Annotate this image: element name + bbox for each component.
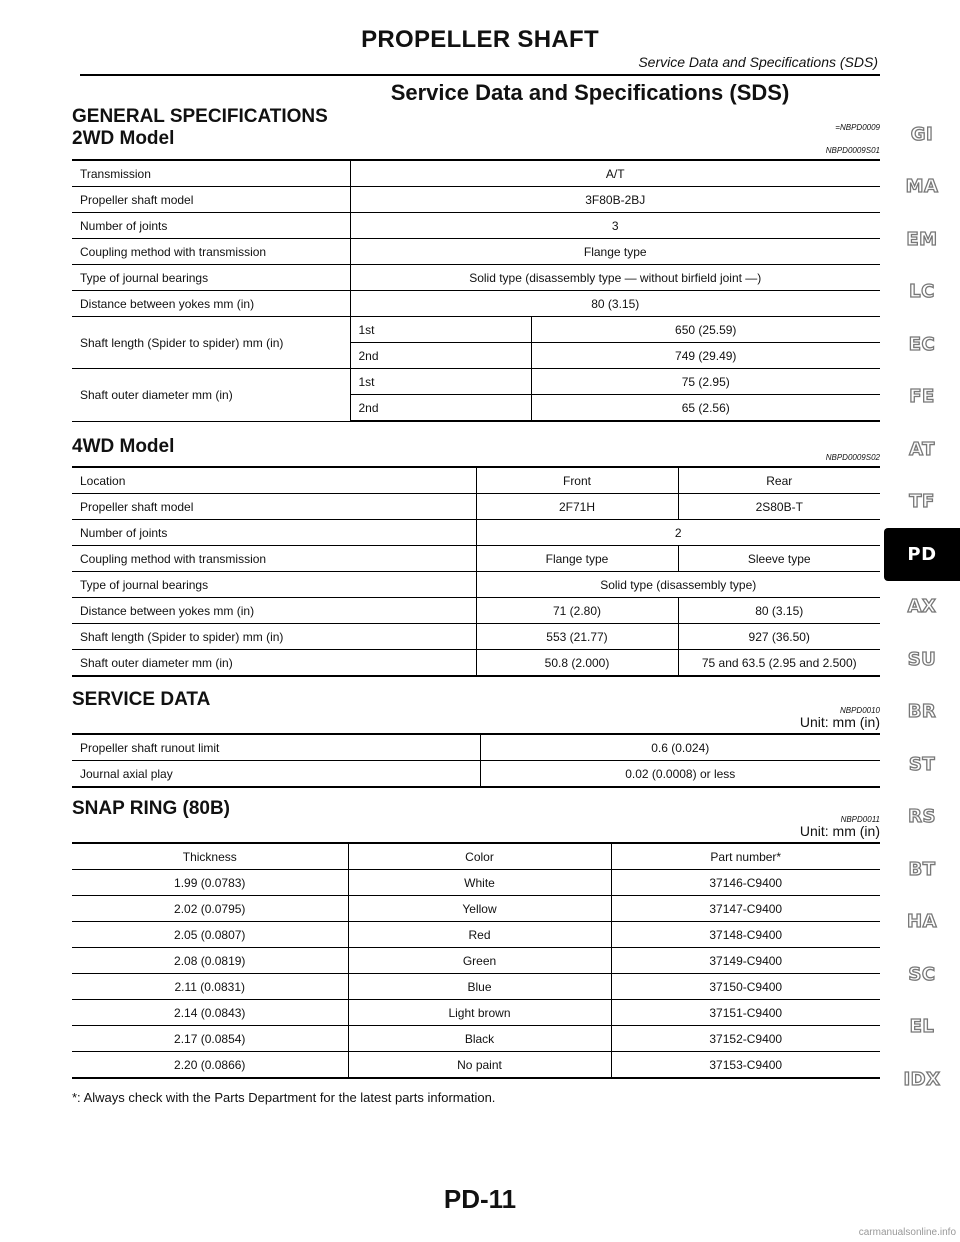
service-data-unit: Unit: mm (in) bbox=[799, 714, 880, 730]
spec-value: 650 (25.59) bbox=[531, 317, 880, 343]
tab-ax[interactable]: AX bbox=[907, 596, 937, 618]
service-data-code: NBPD0010 bbox=[839, 706, 880, 715]
general-specifications-code: =NBPD0009 bbox=[835, 123, 880, 132]
part-number-cell: 37153-C9400 bbox=[611, 1052, 880, 1079]
spec-value: 0.02 (0.0008) or less bbox=[480, 761, 880, 788]
tab-br[interactable]: BR bbox=[907, 701, 937, 723]
thickness-cell: 2.08 (0.0819) bbox=[72, 948, 348, 974]
tab-st[interactable]: ST bbox=[908, 753, 936, 775]
color-cell: Light brown bbox=[348, 1000, 611, 1026]
spec-label: Type of journal bearings bbox=[72, 265, 350, 291]
part-number-cell: 37146-C9400 bbox=[611, 870, 880, 896]
spec-label: Number of joints bbox=[72, 213, 350, 239]
spec-value: 75 (2.95) bbox=[531, 369, 880, 395]
spec-label: Number of joints bbox=[72, 520, 476, 546]
spec-sublabel: 2nd bbox=[350, 395, 531, 422]
color-cell: Black bbox=[348, 1026, 611, 1052]
color-cell: Red bbox=[348, 922, 611, 948]
tab-lc[interactable]: LC bbox=[909, 281, 935, 303]
spec-label: Distance between yokes mm (in) bbox=[72, 291, 350, 317]
general-specifications-heading: GENERAL SPECIFICATIONS bbox=[72, 106, 328, 127]
column-header: Part number* bbox=[611, 843, 880, 870]
spec-label: Shaft length (Spider to spider) mm (in) bbox=[72, 624, 476, 650]
page-header-title: PROPELLER SHAFT bbox=[361, 26, 599, 53]
tab-ma[interactable]: MA bbox=[905, 176, 939, 198]
footnote: *: Always check with the Parts Department for the latest parts information. bbox=[72, 1090, 496, 1105]
part-number-cell: 37147-C9400 bbox=[611, 896, 880, 922]
spec-value: 80 (3.15) bbox=[678, 598, 880, 624]
snap-ring-code: NBPD0011 bbox=[840, 815, 880, 824]
table-row bbox=[72, 598, 880, 624]
table-row bbox=[72, 650, 880, 677]
color-cell: Green bbox=[348, 948, 611, 974]
table-row bbox=[72, 239, 880, 265]
part-number-cell: 37151-C9400 bbox=[611, 1000, 880, 1026]
4wd-spec-table bbox=[72, 466, 880, 677]
spec-value: 927 (36.50) bbox=[678, 624, 880, 650]
color-cell: Blue bbox=[348, 974, 611, 1000]
table-row bbox=[72, 213, 880, 239]
spec-label: Shaft outer diameter mm (in) bbox=[72, 369, 350, 422]
spec-sublabel: 1st bbox=[350, 369, 531, 395]
column-header: Thickness bbox=[72, 843, 348, 870]
spec-label: Coupling method with transmission bbox=[72, 239, 350, 265]
snap-ring-heading: SNAP RING (80B) bbox=[72, 798, 231, 819]
2wd-model-code: NBPD0009S01 bbox=[825, 146, 880, 155]
table-row bbox=[72, 494, 880, 520]
spec-value: Flange type bbox=[476, 546, 678, 572]
tab-gi[interactable]: GI bbox=[910, 123, 934, 145]
table-row bbox=[72, 572, 880, 598]
tab-rs[interactable]: RS bbox=[908, 806, 936, 828]
service-data-heading: SERVICE DATA bbox=[72, 689, 211, 710]
spec-sublabel: 2nd bbox=[350, 343, 531, 369]
table-header-row bbox=[72, 843, 880, 870]
thickness-cell: 2.02 (0.0795) bbox=[72, 896, 348, 922]
spec-value: 65 (2.56) bbox=[531, 395, 880, 422]
part-number-cell: 37149-C9400 bbox=[611, 948, 880, 974]
thickness-cell: 2.11 (0.0831) bbox=[72, 974, 348, 1000]
table-row bbox=[72, 520, 880, 546]
table-row bbox=[72, 1026, 880, 1052]
tab-tf[interactable]: TF bbox=[909, 491, 935, 513]
header-divider bbox=[80, 74, 880, 76]
thickness-cell: 2.17 (0.0854) bbox=[72, 1026, 348, 1052]
part-number-cell: 37152-C9400 bbox=[611, 1026, 880, 1052]
color-cell: Yellow bbox=[348, 896, 611, 922]
2wd-model-heading: 2WD Model bbox=[72, 128, 175, 149]
spec-value: Flange type bbox=[350, 239, 880, 265]
column-header: Color bbox=[348, 843, 611, 870]
tab-at[interactable]: AT bbox=[909, 438, 935, 460]
tab-idx[interactable]: IDX bbox=[903, 1068, 941, 1090]
spec-value: Rear bbox=[678, 467, 880, 494]
spec-value: 553 (21.77) bbox=[476, 624, 678, 650]
spec-value: Sleeve type bbox=[678, 546, 880, 572]
service-data-table bbox=[72, 733, 880, 788]
table-row bbox=[72, 1000, 880, 1026]
table-row bbox=[72, 291, 880, 317]
table-row bbox=[72, 896, 880, 922]
tab-bt[interactable]: BT bbox=[908, 858, 936, 880]
thickness-cell: 1.99 (0.0783) bbox=[72, 870, 348, 896]
spec-value: 75 and 63.5 (2.95 and 2.500) bbox=[678, 650, 880, 677]
table-row bbox=[72, 187, 880, 213]
tab-em[interactable]: EM bbox=[906, 228, 938, 250]
spec-value: 2F71H bbox=[476, 494, 678, 520]
page-header-subtitle: Service Data and Specifications (SDS) bbox=[638, 54, 878, 70]
spec-value: Solid type (disassembly type) bbox=[476, 572, 880, 598]
tab-fe[interactable]: FE bbox=[909, 386, 935, 408]
spec-value: 2 bbox=[476, 520, 880, 546]
part-number-cell: 37150-C9400 bbox=[611, 974, 880, 1000]
tab-pd-active[interactable]: PD bbox=[884, 528, 960, 581]
table-row bbox=[72, 974, 880, 1000]
section-index-tabs bbox=[884, 108, 960, 1106]
table-row bbox=[72, 948, 880, 974]
tab-el[interactable]: EL bbox=[909, 1016, 935, 1038]
color-cell: No paint bbox=[348, 1052, 611, 1079]
spec-label: Shaft outer diameter mm (in) bbox=[72, 650, 476, 677]
spec-label: Journal axial play bbox=[72, 761, 480, 788]
spec-value: 80 (3.15) bbox=[350, 291, 880, 317]
spec-label: Location bbox=[72, 467, 476, 494]
section-main-title: Service Data and Specifications (SDS) bbox=[390, 80, 790, 105]
table-row bbox=[72, 734, 880, 761]
spec-value: 0.6 (0.024) bbox=[480, 734, 880, 761]
table-row bbox=[72, 265, 880, 291]
table-row bbox=[72, 369, 880, 395]
2wd-spec-table bbox=[72, 159, 880, 422]
4wd-model-heading: 4WD Model bbox=[72, 436, 175, 457]
spec-label: Transmission bbox=[72, 160, 350, 187]
spec-value: 71 (2.80) bbox=[476, 598, 678, 624]
spec-sublabel: 1st bbox=[350, 317, 531, 343]
tab-sc[interactable]: SC bbox=[908, 963, 936, 985]
thickness-cell: 2.20 (0.0866) bbox=[72, 1052, 348, 1079]
spec-label: Propeller shaft model bbox=[72, 187, 350, 213]
spec-value: 2S80B-T bbox=[678, 494, 880, 520]
tab-ec[interactable]: EC bbox=[908, 333, 936, 355]
tab-ha[interactable]: HA bbox=[907, 911, 937, 933]
watermark-text: carmanualsonline.info bbox=[858, 1227, 956, 1238]
spec-value: Solid type (disassembly type — without birfield joint —) bbox=[350, 265, 880, 291]
thickness-cell: 2.05 (0.0807) bbox=[72, 922, 348, 948]
spec-label: Type of journal bearings bbox=[72, 572, 476, 598]
table-row bbox=[72, 761, 880, 788]
spec-value: 3F80B-2BJ bbox=[350, 187, 880, 213]
table-row bbox=[72, 1052, 880, 1079]
spec-value: A/T bbox=[350, 160, 880, 187]
tab-su[interactable]: SU bbox=[907, 648, 937, 670]
color-cell: White bbox=[348, 870, 611, 896]
table-row bbox=[72, 870, 880, 896]
table-row bbox=[72, 922, 880, 948]
spec-value: Front bbox=[476, 467, 678, 494]
table-row bbox=[72, 546, 880, 572]
table-row bbox=[72, 160, 880, 187]
spec-value: 50.8 (2.000) bbox=[476, 650, 678, 677]
part-number-cell: 37148-C9400 bbox=[611, 922, 880, 948]
snap-ring-unit: Unit: mm (in) bbox=[799, 823, 880, 839]
thickness-cell: 2.14 (0.0843) bbox=[72, 1000, 348, 1026]
table-row bbox=[72, 467, 880, 494]
table-row bbox=[72, 317, 880, 343]
spec-value: 749 (29.49) bbox=[531, 343, 880, 369]
spec-value: 3 bbox=[350, 213, 880, 239]
4wd-model-code: NBPD0009S02 bbox=[825, 453, 880, 462]
spec-label: Shaft length (Spider to spider) mm (in) bbox=[72, 317, 350, 369]
spec-label: Distance between yokes mm (in) bbox=[72, 598, 476, 624]
page-number: PD-11 bbox=[443, 1184, 517, 1214]
spec-label: Coupling method with transmission bbox=[72, 546, 476, 572]
table-row bbox=[72, 624, 880, 650]
spec-label: Propeller shaft runout limit bbox=[72, 734, 480, 761]
snap-ring-table bbox=[72, 842, 880, 1079]
spec-label: Propeller shaft model bbox=[72, 494, 476, 520]
